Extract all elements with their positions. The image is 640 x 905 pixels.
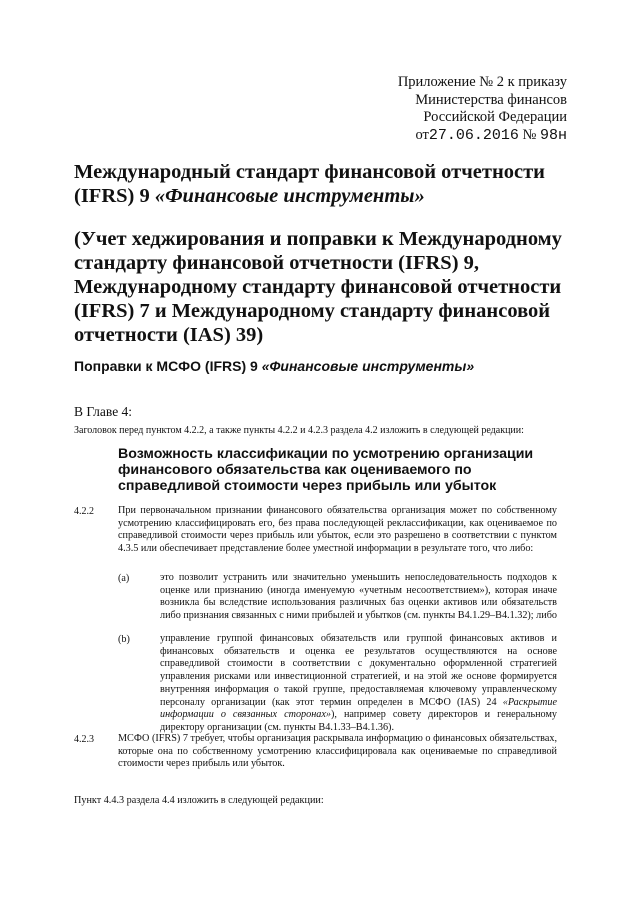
title-ifrs-prefix: (IFRS) 9 bbox=[74, 185, 155, 207]
item-b-text bbox=[160, 633, 557, 735]
annex-line-3: Российской Федерации bbox=[423, 109, 567, 125]
amendments-prefix: Поправки к МСФО (IFRS) 9 bbox=[74, 358, 262, 374]
document-subtitle: (Учет хеджирования и поправки к Международному стандарту финансовой отчетности (IFRS) 9, Международному стандарту финансовой отчетности (IFRS) 7 и Международному стандарту финансовой отчетности (IAS) 39) bbox=[74, 228, 562, 346]
order-date: 27.06.2016 bbox=[428, 126, 519, 144]
chapter-label: В Главе 4: bbox=[74, 404, 133, 419]
item-b-standard-name: «Раскрытие информации о связанных сторонах» bbox=[160, 696, 557, 721]
annex-reference bbox=[398, 74, 567, 144]
section-heading: Возможность классификации по усмотрению организации финансового обязательства как оцениваемого по справедливой стоимости через прибыль или убыток bbox=[118, 446, 534, 495]
amendments-name: «Финансовые инструменты» bbox=[261, 358, 475, 374]
item-a-label: (a) bbox=[118, 573, 130, 584]
order-date-line bbox=[398, 127, 567, 145]
date-prefix: от bbox=[415, 126, 429, 143]
item-b-text-part-1: управление группой финансовых обязательств или группой финансовых активов и финансовых обязательств и оценка ее результатов осуществляются на основе справедливой стоимости в соответствии с документально оформленной стратегией управления рисками или инвестиционной стратегией, и на этой же основе формируется внутренняя информация о такой группе, предоставляемая ключевому управленческому персоналу организации (как этот термин определен в МСФО (IAS) 24 bbox=[160, 633, 557, 708]
heading-instruction: Заголовок перед пунктом 4.2.2, а также пункты 4.2.2 и 4.2.3 раздела 4.2 изложить в следующей редакции: bbox=[74, 425, 524, 436]
number-sign: № bbox=[522, 126, 537, 143]
item-a-text: это позволит устранить или значительно уменьшить непоследовательность подходов к оценке или признанию (иногда именуемую «учетным несоответствием»), которая иначе возникла бы вследствие использования различных баз оценки активов или обязательств либо признания связанных с ними прибылей и убытков (см. пункты B4.1.29–B4.1.32); либо bbox=[160, 572, 557, 622]
paragraph-number-4-2-2: 4.2.2 bbox=[74, 506, 94, 517]
annex-line-1: Приложение № 2 к приказу bbox=[397, 74, 567, 90]
amendments-heading bbox=[74, 357, 474, 375]
paragraph-4-2-2: При первоначальном признании финансового обязательства организация может по собственному усмотрению классифицировать его, без права последующей реклассификации, как оцениваемое по справедливой стоимости через прибыль или убыток, если это разрешено в соответствии с пунктом 4.3.5 или обеспечивает представление более уместной информации в результате того, что либо: bbox=[118, 505, 557, 555]
annex-line-2: Министерства финансов bbox=[415, 91, 567, 108]
document-title bbox=[74, 160, 574, 208]
title-line-1: Международный стандарт финансовой отчетности bbox=[74, 161, 545, 183]
footer-instruction: Пункт 4.4.3 раздела 4.4 изложить в следующей редакции: bbox=[74, 795, 324, 806]
paragraph-number-4-2-3: 4.2.3 bbox=[74, 734, 94, 745]
paragraph-4-2-3: МСФО (IFRS) 7 требует, чтобы организация раскрывала информацию о финансовых обязательствах, которые она по собственному усмотрению классифицировала как оцениваемые по справедливой стоимости через прибыль или убыток. bbox=[118, 733, 557, 770]
title-ifrs-name: «Финансовые инструменты» bbox=[154, 185, 425, 207]
item-b-text-part-2: ), например совету директоров и генеральному директору организации (см. пункты B4.1.33–B4.1.36). bbox=[160, 709, 557, 733]
order-number: 98н bbox=[539, 126, 567, 144]
title-line-2 bbox=[74, 184, 574, 208]
item-b-label: (b) bbox=[118, 634, 130, 645]
